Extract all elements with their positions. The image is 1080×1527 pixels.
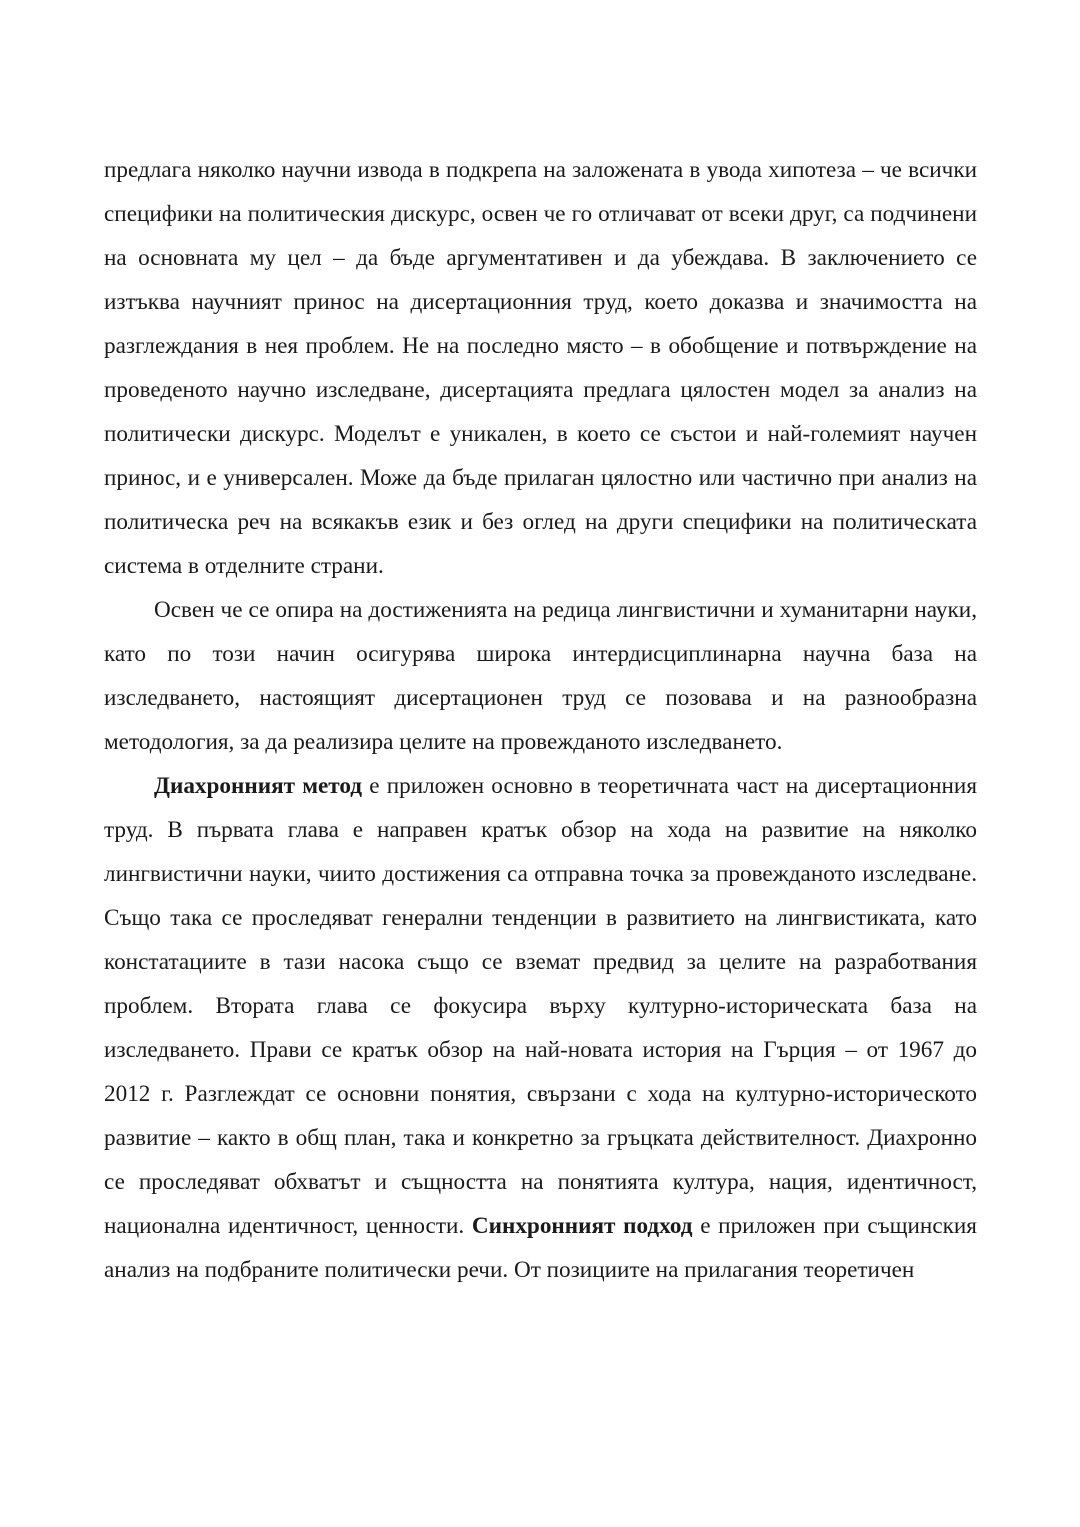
paragraph-methods-text-b: е приложен при същинския анализ на подбраните политически речи. От позициите на прилагания теоретичен	[104, 1213, 977, 1283]
paragraph-continuation: предлага няколко научни извода в подкрепа на заложената в увода хипотеза – че всички специфики на политическия дискурс, освен че го отличават от всеки друг, са подчинени на основната му цел – да бъде аргументативен и да убеждава. В заключението се изтъква научният принос на дисертационния труд, което доказва и значимостта на разглеждания в нея проблем. Не на последно място – в обобщение и потвърждение на проведеното научно изследване, дисертацията предлага цялостен модел за анализ на политически дискурс. Моделът е уникален, в което се състои и най-големият научен принос, и е универсален. Може да бъде прилаган цялостно или частично при анализ на политическа реч на всякакъв език и без оглед на други специфики на политическата система в отделните страни.	[104, 157, 977, 579]
term-synchronic-approach: Синхронният подход	[471, 1213, 693, 1239]
document-body	[104, 148, 977, 1292]
paragraph-methods-text-a: е приложен основно в теоретичната част на дисертационния труд. В първата глава е направен кратък обзор на хода на развитие на няколко лингвистични науки, чиито достижения са отправна точка за провежданото изследване. Също така се проследяват генерални тенденции в развитието на лингвистиката, като констатациите в тази насока също се вземат предвид за целите на разработвания проблем. Втората глава се фокусира върху културно-историческата база на изследването. Прави се кратък обзор на най-новата история на Гърция – от 1967 до 2012 г. Разглеждат се основни понятия, свързани с хода на културно-историческото развитие – както в общ план, така и конкретно за гръцката действителност. Диахронно се проследяват обхватът и същността на понятията култура, нация, идентичност, национална идентичност, ценности.	[104, 773, 977, 1239]
term-diachronic-method: Диахронният метод	[154, 773, 363, 799]
paragraph-methodology-intro: Освен че се опира на достиженията на редица лингвистични и хуманитарни науки, като по този начин осигурява широка интердисциплинарна научна база на изследването, настоящият дисертационен труд се позовава и на разнообразна методология, за да реализира целите на провежданото изследването.	[104, 597, 977, 755]
paragraph-methods	[104, 764, 977, 1292]
